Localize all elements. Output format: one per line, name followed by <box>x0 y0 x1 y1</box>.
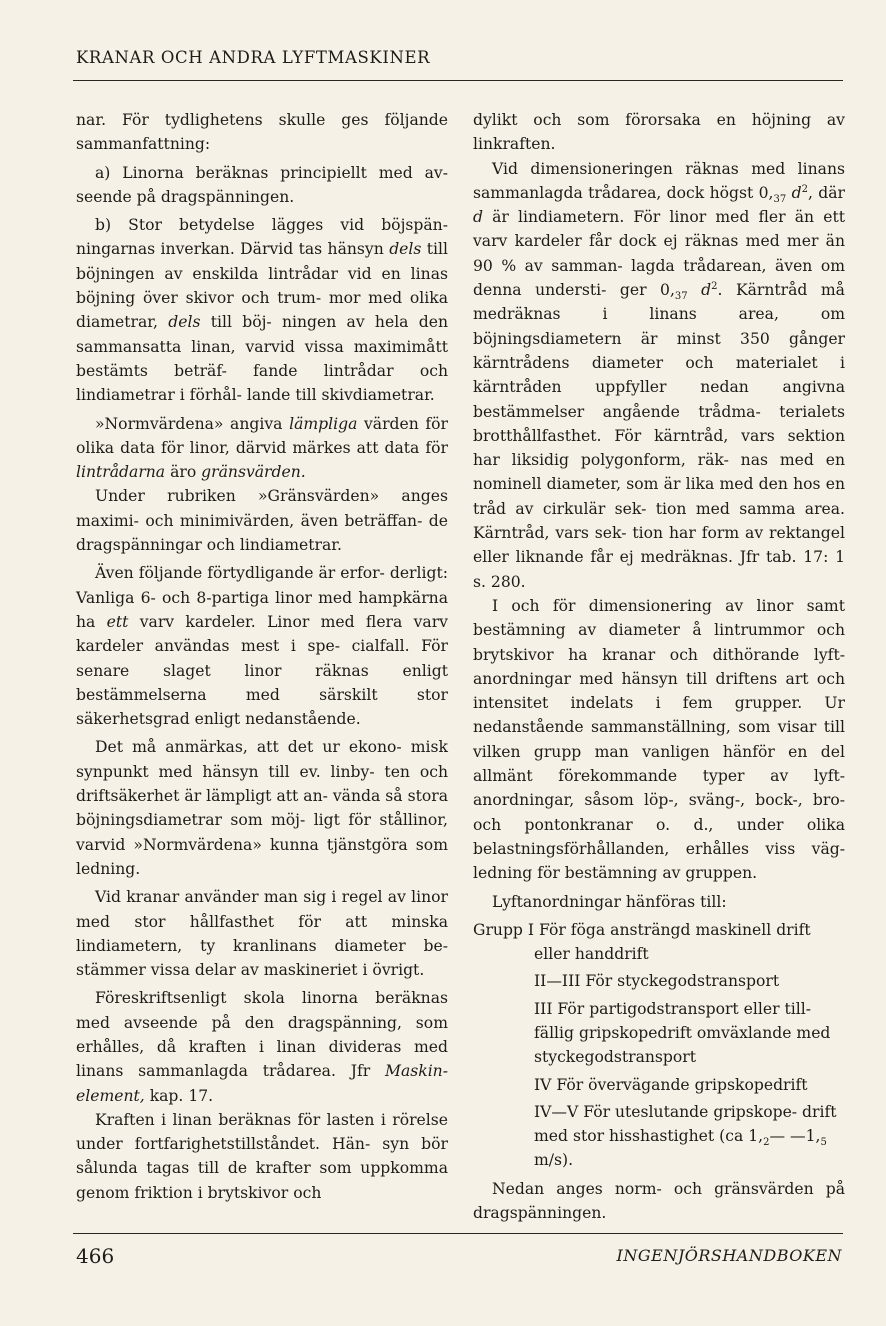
paragraph: a) Linorna beräknas principiellt med av- seende på dragspänningen. <box>76 163 448 206</box>
subscript: 37 <box>773 194 787 205</box>
paragraph <box>76 986 448 1107</box>
group-item: IV För övervägande gripskopedrift <box>534 1075 808 1094</box>
text-run: — —1, <box>769 1127 821 1146</box>
paragraph: Vid kranar använder man sig i regel av linor med stor hållfasthet för att minska lindiametern, ty kranlinans diameter be- stämmer vissa delar av maskineriet i övrigt. <box>76 888 448 980</box>
text-run: m/s). <box>534 1151 574 1170</box>
group-item <box>534 1100 845 1173</box>
text-run: Även följande förtydligande är erfor- derligt: Vanliga 6- och 8-partiga linor med hampkärna ha <box>76 564 448 631</box>
superscript: 2 <box>711 280 718 292</box>
footer-book-title: INGENJÖRSHANDBOKEN <box>616 1246 842 1265</box>
emphasis: d <box>473 208 483 227</box>
text-run: är lindiametern. För linor med fler än ett varv kardeler får dock ej räknas med mer än 90 <box>473 208 845 275</box>
text-run: varv kardeler. Linor med flera varv kardeler användas mest i spe- cialfall. För senare slaget linor räknas enligt bestämmelserna med särskilt stor säkerhetsgrad enligt nedanstående. <box>76 612 448 729</box>
percent-sign: % <box>501 256 517 275</box>
group-item: II—III För styckegodstransport <box>534 972 780 991</box>
paragraph: Lyftanordningar hänföras till: <box>492 892 727 911</box>
emphasis: lintrådarna <box>76 463 166 482</box>
paragraph: I och för dimensionering av linor samt bestämning av diameter å lintrummor och brytskivor ha kranar och dithörande lyft- anordningar med hänsyn till driftens art och intensitet indelats i fem grupper. Ur nedanstående sammanställning, som visar till vilken grupp man vanligen hänför en del allmänt förekommande typer av lyft- anordningar, såsom löp-, sväng-, bock-, bro- och pontonkranar o. d., under olika belastningsförhållanden, erhålles viss väg- ledning för bestämning av gruppen. <box>473 596 845 883</box>
paragraph: nar. För tydlighetens skulle ges följande sammanfattning: <box>76 111 448 154</box>
subscript: 2 <box>763 1137 770 1149</box>
group-list-continued <box>473 969 845 1172</box>
paragraph: Det må anmärkas, att det ur ekono- misk synpunkt med hänsyn till ev. linby- ten och driftsäkerhet är lämpligt att an- vända så stora böjningsdiametrar som möj- ligt för stållinor, varvid »Normvärdena» kunna tjänstgöra som ledning. <box>76 738 448 878</box>
text-run: IV—V För uteslutande gripskope- drift med stor hisshastighet (ca 1, <box>534 1102 837 1146</box>
emphasis: d <box>786 183 802 202</box>
emphasis: lämpliga <box>289 414 358 433</box>
text-run: b) Stor betydelse lägges vid böjspän- ningarnas inverkan. Därvid tas hänsyn <box>76 216 448 259</box>
header-rule <box>73 80 843 81</box>
footer-rule <box>73 1233 843 1234</box>
text-run: . Kärntråd må medräknas i linans area, om böjningsdiametern är minst 350 gånger kärntrådens diameter och materialet i kärntråden uppfyller nedan angivna bestämmelser angående trådma- terialets brotthållfasthet. För kärntråd, vars sektion har liksidig polygonform, räk- nas med en nominell diameter, som är lika med den hos en tråd av cirkulär sek- tion med samma area. Kärntråd, vars sek- tion har form av rektangel eller liknande får ej medräknas. Jfr tab. 17: 1 s. 280. <box>473 281 845 591</box>
paragraph <box>76 213 448 407</box>
subscript: 5 <box>820 1137 827 1149</box>
paragraph: Nedan anges norm- och gränsvärden på dragspänningen. <box>473 1179 845 1223</box>
emphasis: dels <box>168 313 201 332</box>
running-header: KRANAR OCH ANDRA LYFTMASKINER <box>76 48 431 67</box>
text-run: äro <box>165 463 202 482</box>
paragraph <box>76 412 448 485</box>
text-run: av samman- lagda trådarean, även om denna understi- ger 0, <box>473 256 845 300</box>
text-run: Föreskriftsenligt skola linorna beräknas med avseende på den dragspänning, som erhålles, då kraften i linan divideras med linans sammanlagda trådarea. Jfr <box>76 989 448 1081</box>
superscript: 2 <box>801 183 808 195</box>
left-column <box>76 108 448 1205</box>
text-run: värden för olika data för linor, därvid märkes att data för <box>76 414 449 457</box>
text-run: till böj- ningen av hela den sammansatta linan, varvid vissa maximimått bestämts beträf- fande lintrådar och lindiametrar i förhål- lande till skivdiametrar. <box>76 313 449 405</box>
paragraph: Kraften i linan beräknas för lasten i rörelse under fortfarighetstillståndet. Hän- syn bör sålunda tagas till de krafter som uppkomma genom friktion i brytskivor och <box>76 1110 448 1202</box>
emphasis: ett <box>106 612 129 631</box>
group-item: Grupp I För föga ansträngd maskinell drift eller handdrift <box>473 920 811 964</box>
text-run: , där <box>807 183 845 202</box>
subscript: 37 <box>674 291 688 303</box>
group-item: III För partigodstransport eller till- fällig gripskopedrift omväxlande med styckegodstransport <box>534 999 831 1067</box>
text-run: till böjningen av enskilda lintrådar vid en linas böjning över skivor och trum- mor med olika diametrar, <box>76 240 449 332</box>
right-column <box>473 108 845 1225</box>
paragraph: Under rubriken »Gränsvärden» anges maximi- och minimivärden, även beträffan- de dragspänningar och lindiametrar. <box>76 487 448 555</box>
text-run: kap. 17. <box>144 1086 214 1105</box>
paragraph <box>473 157 845 594</box>
paragraph: dylikt och som förorsaka en höjning av linkraften. <box>473 111 845 154</box>
page-number: 466 <box>76 1244 115 1268</box>
emphasis: Maskin- element, <box>76 1062 448 1105</box>
emphasis: d <box>687 281 712 300</box>
emphasis: gränsvärden. <box>201 463 306 482</box>
emphasis: dels <box>389 240 422 259</box>
group-list <box>473 918 845 967</box>
text-run: »Normvärdena» angiva <box>95 414 290 433</box>
paragraph <box>76 561 448 731</box>
text-run: Vid dimensioneringen räknas med linans sammanlagda trådarea, dock högst 0, <box>473 159 845 202</box>
